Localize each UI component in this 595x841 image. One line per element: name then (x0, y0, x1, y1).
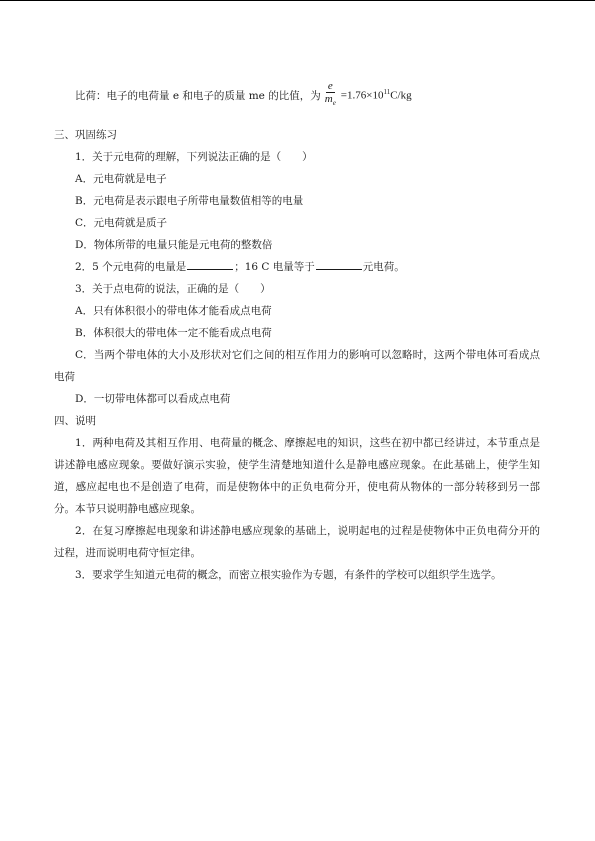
denominator-main: m (324, 93, 333, 106)
section-heading-practice: 三、巩固练习 (54, 129, 117, 141)
question-2-part2: ；16 C 电量等于 (234, 261, 315, 273)
question-1-option-b: B．元电荷是表示跟电子所带电量数值相等的电量 (75, 195, 304, 207)
value-prefix: =1.76×10 (340, 89, 384, 102)
question-1-option-a: A．元电荷就是电子 (75, 173, 167, 185)
answer-blank-2[interactable] (316, 257, 362, 270)
value-exponent: 11 (383, 88, 391, 97)
question-2 (54, 256, 540, 278)
charge-ratio-text: 比荷：电子的电荷量 e 和电子的质量 me 的比值，为 (75, 89, 321, 102)
charge-ratio-fraction (323, 80, 338, 109)
fraction-numerator: e (327, 80, 333, 93)
question-3-option-b: B．体积很大的带电体一定不能看成点电荷 (75, 327, 272, 339)
fraction-denominator (323, 93, 338, 109)
question-3-option-a: A．只有体积很小的带电体才能看成点电荷 (75, 305, 272, 317)
notes-paragraph-1: 1．两种电荷及其相互作用、电荷量的概念、摩擦起电的知识，这些在初中都已经讲过，本节重点是讲述静电感应现象。要做好演示实验，使学生清楚地知道什么是静电感应现象。在此基础上，使学生知道，感应起电也不是创造了电荷，而是使物体中的正负电荷分开，使电荷从物体的一部分转移到另一部分。本节只说明静电感应现象。 (54, 437, 540, 515)
value-unit: C/kg (390, 89, 412, 102)
page-top-rule (0, 0, 595, 1)
notes-paragraph-2: 2．在复习摩擦起电现象和讲述静电感应现象的基础上，说明起电的过程是使物体中正负电荷分开的过程，进而说明电荷守恒定律。 (54, 525, 540, 559)
question-1-option-d: D．物体所带的电量只能是元电荷的整数倍 (75, 239, 273, 251)
question-3-stem: 3．关于点电荷的说法，正确的是（ ） (75, 283, 271, 295)
question-2-part3: 元电荷。 (362, 261, 405, 273)
denominator-subscript: e (332, 99, 336, 108)
question-2-part1: 2．5 个元电荷的电量是 (75, 261, 187, 273)
section-heading-notes: 四、说明 (54, 415, 96, 427)
question-1-stem: 1．关于元电荷的理解，下列说法正确的是（ ） (75, 151, 313, 163)
charge-ratio-value (341, 88, 412, 102)
question-3-option-c: C．当两个带电体的大小及形状对它们之间的相互作用力的影响可以忽略时，这两个带电体可看成点电荷 (54, 349, 540, 383)
document-page (54, 80, 540, 586)
question-1-option-c: C．元电荷就是质子 (75, 217, 168, 229)
notes-paragraph-3: 3．要求学生知道元电荷的概念，而密立根实验作为专题，有条件的学校可以组织学生选学。 (75, 569, 502, 581)
answer-blank-1[interactable] (187, 257, 233, 270)
charge-ratio-line (54, 80, 540, 110)
question-3-option-d: D．一切带电体都可以看成点电荷 (75, 393, 231, 405)
